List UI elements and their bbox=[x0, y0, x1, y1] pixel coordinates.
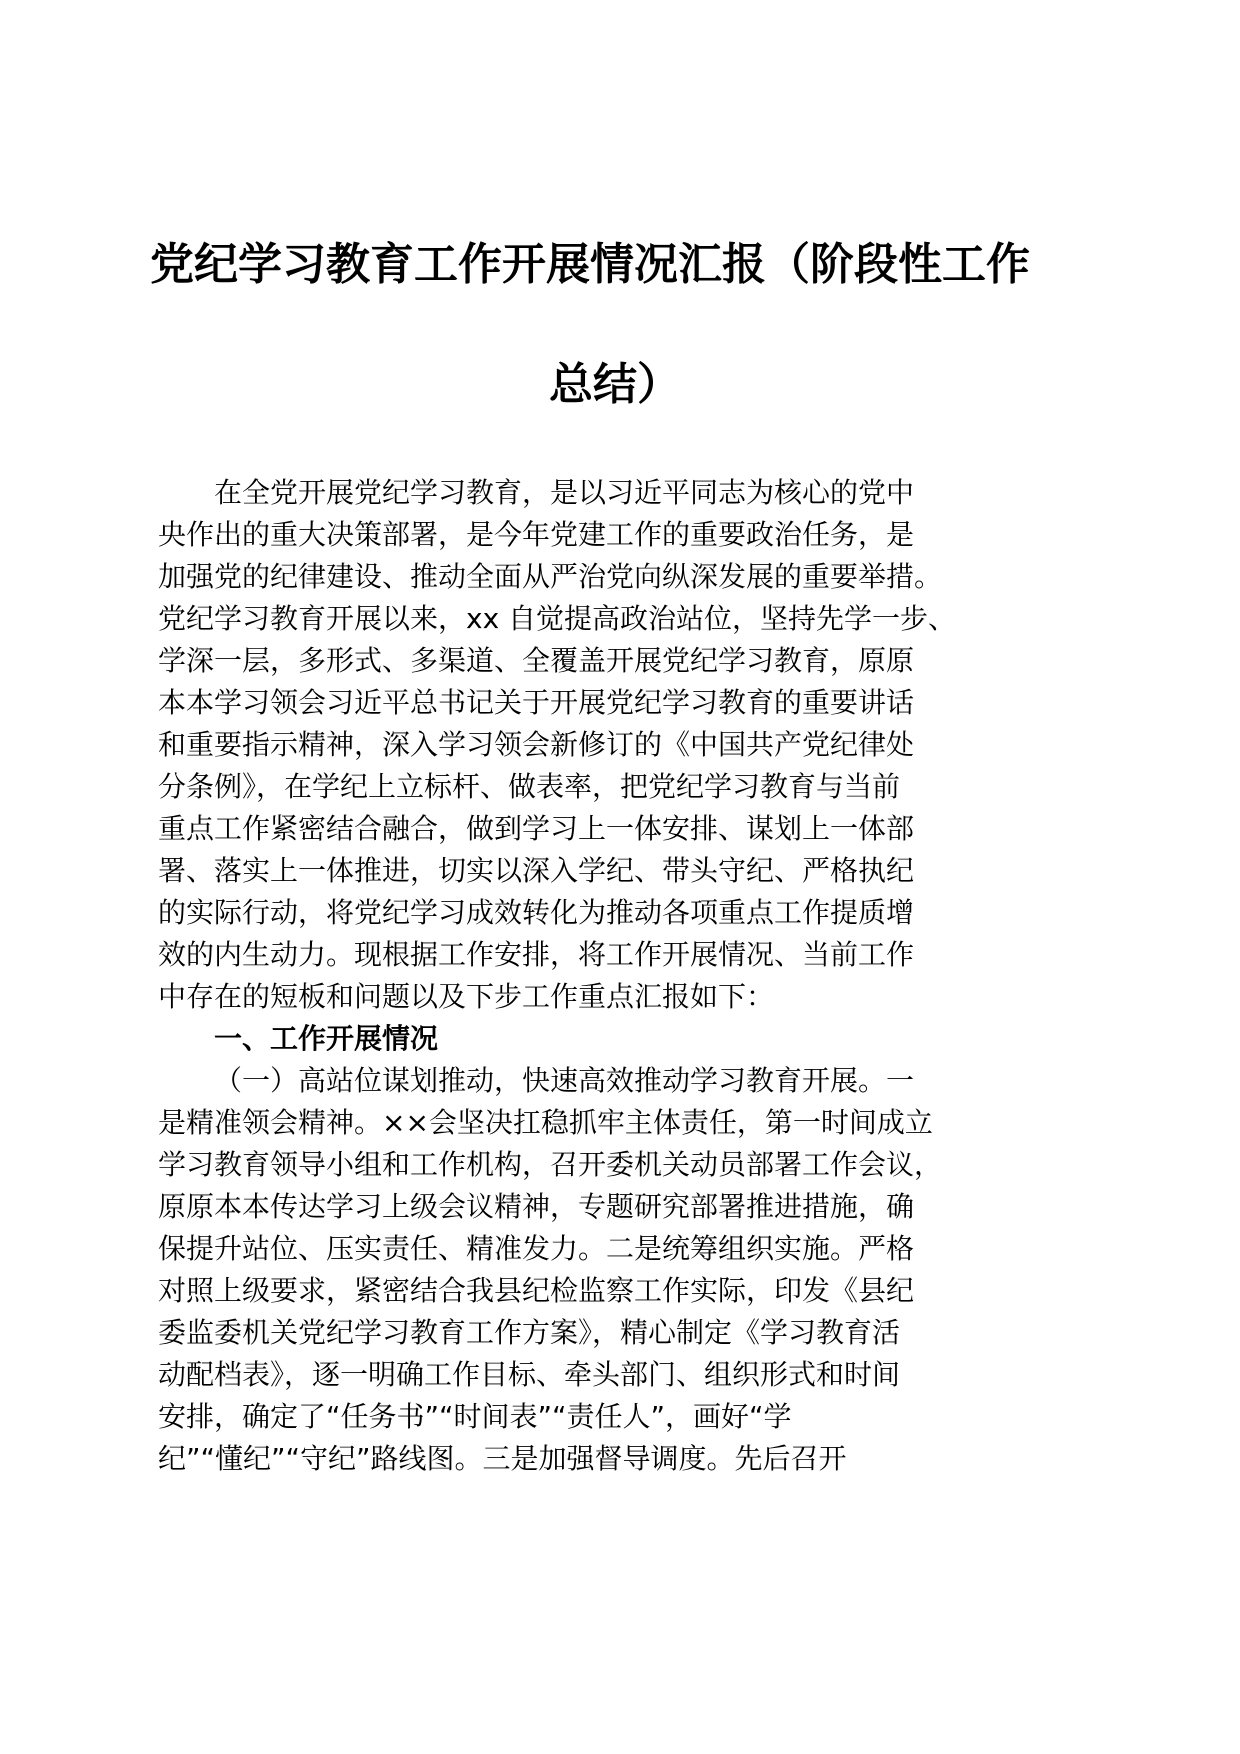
paragraph-2-line: 委监委机关党纪学习教育工作方案》，精心制定《学习教育活 bbox=[158, 1316, 901, 1349]
paragraph-1-line: 加强党的纪律建设、推动全面从严治党向纵深发展的重要举措。 bbox=[158, 560, 943, 593]
paragraph-2-line: （一）高站位谋划推动，快速高效推动学习教育开展。一 bbox=[214, 1064, 915, 1097]
paragraph-2-line: 动配档表》，逐一明确工作目标、牵头部门、组织形式和时间 bbox=[158, 1358, 901, 1391]
document-title-line-2: 总结） bbox=[549, 359, 681, 410]
paragraph-2-line: 对照上级要求，紧密结合我县纪检监察工作实际，印发《县纪 bbox=[158, 1274, 915, 1307]
paragraph-1-line: 党纪学习教育开展以来，xx 自觉提高政治站位，坚持先学一步、 bbox=[158, 602, 957, 635]
paragraph-1-line: 的实际行动，将党纪学习成效转化为推动各项重点工作提质增 bbox=[158, 896, 915, 929]
paragraph-1-line: 重点工作紧密结合融合，做到学习上一体安排、谋划上一体部 bbox=[158, 812, 915, 845]
paragraph-2-line: 纪”“懂纪”“守纪”路线图。三是加强督导调度。先后召开 bbox=[158, 1442, 847, 1475]
paragraph-1-line: 署、落实上一体推进，切实以深入学纪、带头守纪、严格执纪 bbox=[158, 854, 915, 887]
paragraph-2-line: 学习教育领导小组和工作机构，召开委机关动员部署工作会议， bbox=[158, 1148, 943, 1181]
paragraph-1-line: 分条例》，在学纪上立标杆、做表率，把党纪学习教育与当前 bbox=[158, 770, 901, 803]
paragraph-1-line: 效的内生动力。现根据工作安排，将工作开展情况、当前工作 bbox=[158, 938, 915, 971]
paragraph-2-line: 是精准领会精神。××会坚决扛稳抓牢主体责任，第一时间成立 bbox=[158, 1106, 933, 1139]
document-title-line-1: 党纪学习教育工作开展情况汇报（阶段性工作 bbox=[150, 239, 1030, 290]
paragraph-1-line: 央作出的重大决策部署，是今年党建工作的重要政治任务，是 bbox=[158, 518, 915, 551]
paragraph-1-line: 学深一层，多形式、多渠道、全覆盖开展党纪学习教育，原原 bbox=[158, 644, 915, 677]
paragraph-1-line: 在全党开展党纪学习教育，是以习近平同志为核心的党中 bbox=[214, 476, 915, 509]
paragraph-2-line: 原原本本传达学习上级会议精神，专题研究部署推进措施，确 bbox=[158, 1190, 915, 1223]
paragraph-1-line: 和重要指示精神，深入学习领会新修订的《中国共产党纪律处 bbox=[158, 728, 915, 761]
paragraph-2-line: 安排，确定了“任务书”“时间表”“责任人”，画好“学 bbox=[158, 1400, 792, 1433]
section-heading: 一、工作开展情况 bbox=[214, 1022, 439, 1055]
paragraph-1-line: 本本学习领会习近平总书记关于开展党纪学习教育的重要讲话 bbox=[158, 686, 915, 719]
paragraph-2-line: 保提升站位、压实责任、精准发力。二是统筹组织实施。严格 bbox=[158, 1232, 915, 1265]
paragraph-1-line: 中存在的短板和问题以及下步工作重点汇报如下： bbox=[158, 980, 775, 1013]
